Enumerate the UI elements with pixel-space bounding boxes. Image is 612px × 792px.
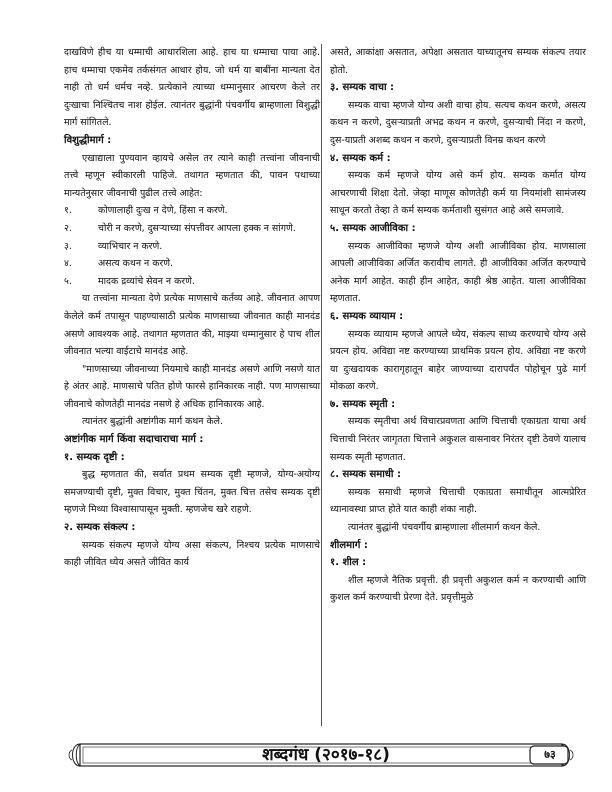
section-heading: ६. सम्यक व्यायाम : — [330, 310, 404, 322]
section-heading: ८. सम्यक समाधी : — [330, 469, 402, 481]
section-heading: विशुद्धीमार्ग : — [64, 134, 112, 146]
section-heading: ७. सम्यक स्मृती : — [330, 398, 396, 410]
paragraph: सम्यक व्यायाम म्हणजे आपले ध्येय, संकल्प साध्य करण्याचे योग्य असे प्रयत्न होय. अविद्या नष्ट करण्याच्या प्राथमिक प्रयत्न होय. अविद्या नष्ट करणे या दुःखदायक कारागृहातून बाहेर जाण्याच्या दारापर्यंत पोहोचून पुढे मार्ग मोकळा करणे. — [330, 328, 586, 393]
list-number: ४. — [64, 258, 72, 270]
section-heading: १. सम्यक दृष्टी : — [64, 451, 125, 463]
right-column — [330, 44, 586, 607]
paragraph: सम्यक आजीविका म्हणजे योग्य अशी आजीविका होय. माणसाला आपली आजीविका अर्जित करावीच लागते. ही आजीविका अर्जित करण्याचे अनेक मार्ग आहेत. काही हीन आहेत, काही श्रेष्ठ आहेत. याला आजीविका म्हणतात. — [330, 240, 586, 305]
paragraph: सम्यक संकल्प म्हणजे योग्य असा संकल्प, निश्चय प्रत्येक माणसाचे काही जीवित ध्येय असते जीवित कार्य — [64, 539, 320, 569]
paragraph: सम्यक स्मृतीचा अर्थ विचारप्रवणता आणि चित्ताची एकाग्रता याचा अर्थ चित्ताची निरंतर जागृतता चित्ताने अकुशल वासनावर निरंतर दृष्टी ठेवणे यालाच सम्यक स्मृती म्हणतात. — [330, 416, 586, 463]
list-item — [64, 220, 320, 238]
list-number: २. — [64, 222, 72, 234]
section-heading: शीलमार्ग : — [330, 539, 368, 551]
paragraph: त्यानंतर बुद्धांनी पंचवर्गीय ब्राम्हणाला शीलमार्ग कथन केले. — [348, 522, 541, 534]
left-column — [64, 44, 320, 572]
footer-banner — [66, 740, 576, 770]
paragraph: दाखविणे हीच या धम्माची आधारशिला आहे. हाच या धम्माचा पाया आहे. हाच धम्माचा एकमेव तर्कसंगत आधार होय. जो धर्म या बाबींना मान्यता देत नाही तो धर्म धर्मच नव्हे. प्रत्येकाने त्याच्या धम्मानुसार आचरण केले तर दुःखाचा निश्चितच नाश होईल. त्यानंतर बुद्धांनी पंचवर्गीय ब्राम्हणाला विशुद्धी मार्ग सांगितले. — [64, 47, 320, 129]
paragraph: या तत्त्वांना मान्यता देणे प्रत्येक माणसाचे कर्तव्य आहे. जीवनात आपण केलेले कर्म तपासून पाहण्यासाठी प्रत्येक माणसाच्या जीवनात काही मानदंड असणे आवश्यक आहे. तथागत म्हणतात की, माझ्या धम्मानुसार हे पाच शील जीवनात भल्या वाईटाचे मानदंड आहे. — [64, 293, 320, 358]
paragraph: सम्यक कर्म म्हणजे योग्य असे कर्म होय. सम्यक कर्मात योग्य आचरणाची शिक्षा देतो. जेव्हा माणूस कोणतेही कर्म या नियमांशी सामंजस्य साधून करतो तेव्हा ते कर्म सम्यक कर्मताशी सुसंगत आहे असे समजावे. — [330, 170, 586, 217]
column-divider — [321, 44, 322, 726]
list-text: चोरी न करणे, दुसऱ्याच्या संपत्तीवर आपला हक्क न सांगणे. — [98, 222, 296, 234]
list-text: असत्य कथन न करणे. — [98, 258, 173, 270]
paragraph: सम्यक समाधी म्हणजे चित्ताची एकाग्रता समाधीतून आत्मप्रेरित ध्यानावस्था प्राप्त होते यात काही शंका नाही. — [330, 486, 586, 516]
paragraph: बुद्ध म्हणतात की, सर्वात प्रथम सम्यक दृष्टी म्हणजे, योग्य-अयोग्य समजण्याची दृष्टी, मुक्त विचार, मुक्त चिंतन, मुक्त चित्त तसेच सम्यक दृष्टी म्हणजे मिथ्या विश्वासापासून मुक्ती. म्हणजेच खरे राहणे. — [64, 469, 320, 516]
list-item — [64, 238, 320, 256]
section-heading: १. शील : — [330, 557, 367, 569]
section-heading: ३. सम्यक वाचा : — [330, 82, 395, 94]
section-heading: अष्टांगीक मार्ग किंवा सदाचाराचा मार्ग : — [64, 434, 204, 446]
paragraph: असते, आकांक्षा असतात, अपेक्षा असतात याच्यातूनच सम्यक संकल्प तयार होतो. — [330, 47, 586, 76]
page-number: ७३ — [544, 748, 556, 761]
paragraph: त्यानंतर बुद्धांनी अष्टांगीक मार्ग कथन केले. — [82, 416, 223, 428]
section-heading: ५. सम्यक आजीविका : — [330, 222, 416, 234]
list-item — [64, 255, 320, 273]
paragraph: "माणसाच्या जीवनाच्या नियमाचे काही मानदंड असणे आणि नसणे यात हे अंतर आहे. माणसाचे पतित होणे फारसे हानिकारक नाही. पण माणसाच्या जीवनाचे कोणतेही मानदंड नसणे हे अधिक हानिकारक आहे. — [64, 363, 320, 410]
paragraph: सम्यक वाचा म्हणजे योग्य अशी वाचा होय. सत्यच कथन करणे, असत्य कथन न करणे, दुसऱ्याप्रती अभद्र कथन न करणे, दुसऱ्याची निंदा न करणे, दुस-याप्रती अशब्द कथन न करणे, दुसऱ्याप्रती विनम्र कथन करणे — [330, 99, 586, 146]
section-heading: २. सम्यक संकल्प : — [64, 522, 136, 534]
list-item — [64, 273, 320, 291]
list-text: कोणालाही दुःख न देणे, हिंसा न करणे. — [98, 205, 228, 217]
list-item — [64, 202, 320, 220]
list-number: ५. — [64, 275, 72, 287]
list-text: मादक द्रव्यांचे सेवन न करणे. — [98, 275, 195, 287]
paragraph: शील म्हणजे नैतिक प्रवृत्ती. ही प्रवृत्ती अकुशल कर्म न करण्याची आणि कुशल कर्म करण्याची प्रेरणा देते. प्रवृत्तीमुळे — [330, 574, 586, 604]
section-heading: ४. सम्यक कर्म : — [330, 152, 391, 164]
list-number: ३. — [64, 240, 72, 252]
list-text: व्याभिचार न करणे. — [98, 240, 163, 252]
list-number: १. — [64, 205, 72, 217]
paragraph: एखाद्याला पुण्यवान व्हायचे असेल तर त्याने काही तत्त्वांना जीवनाची तत्त्वे म्हणून स्वीकारली पाहिजे. तथागत म्हणतात की, पावन पथाच्या मान्यतेनुसार जीवनाची पुढील तत्त्वे आहेत: — [64, 152, 320, 199]
footer-title: शब्दगंध (२०१७-१८) — [262, 745, 390, 765]
